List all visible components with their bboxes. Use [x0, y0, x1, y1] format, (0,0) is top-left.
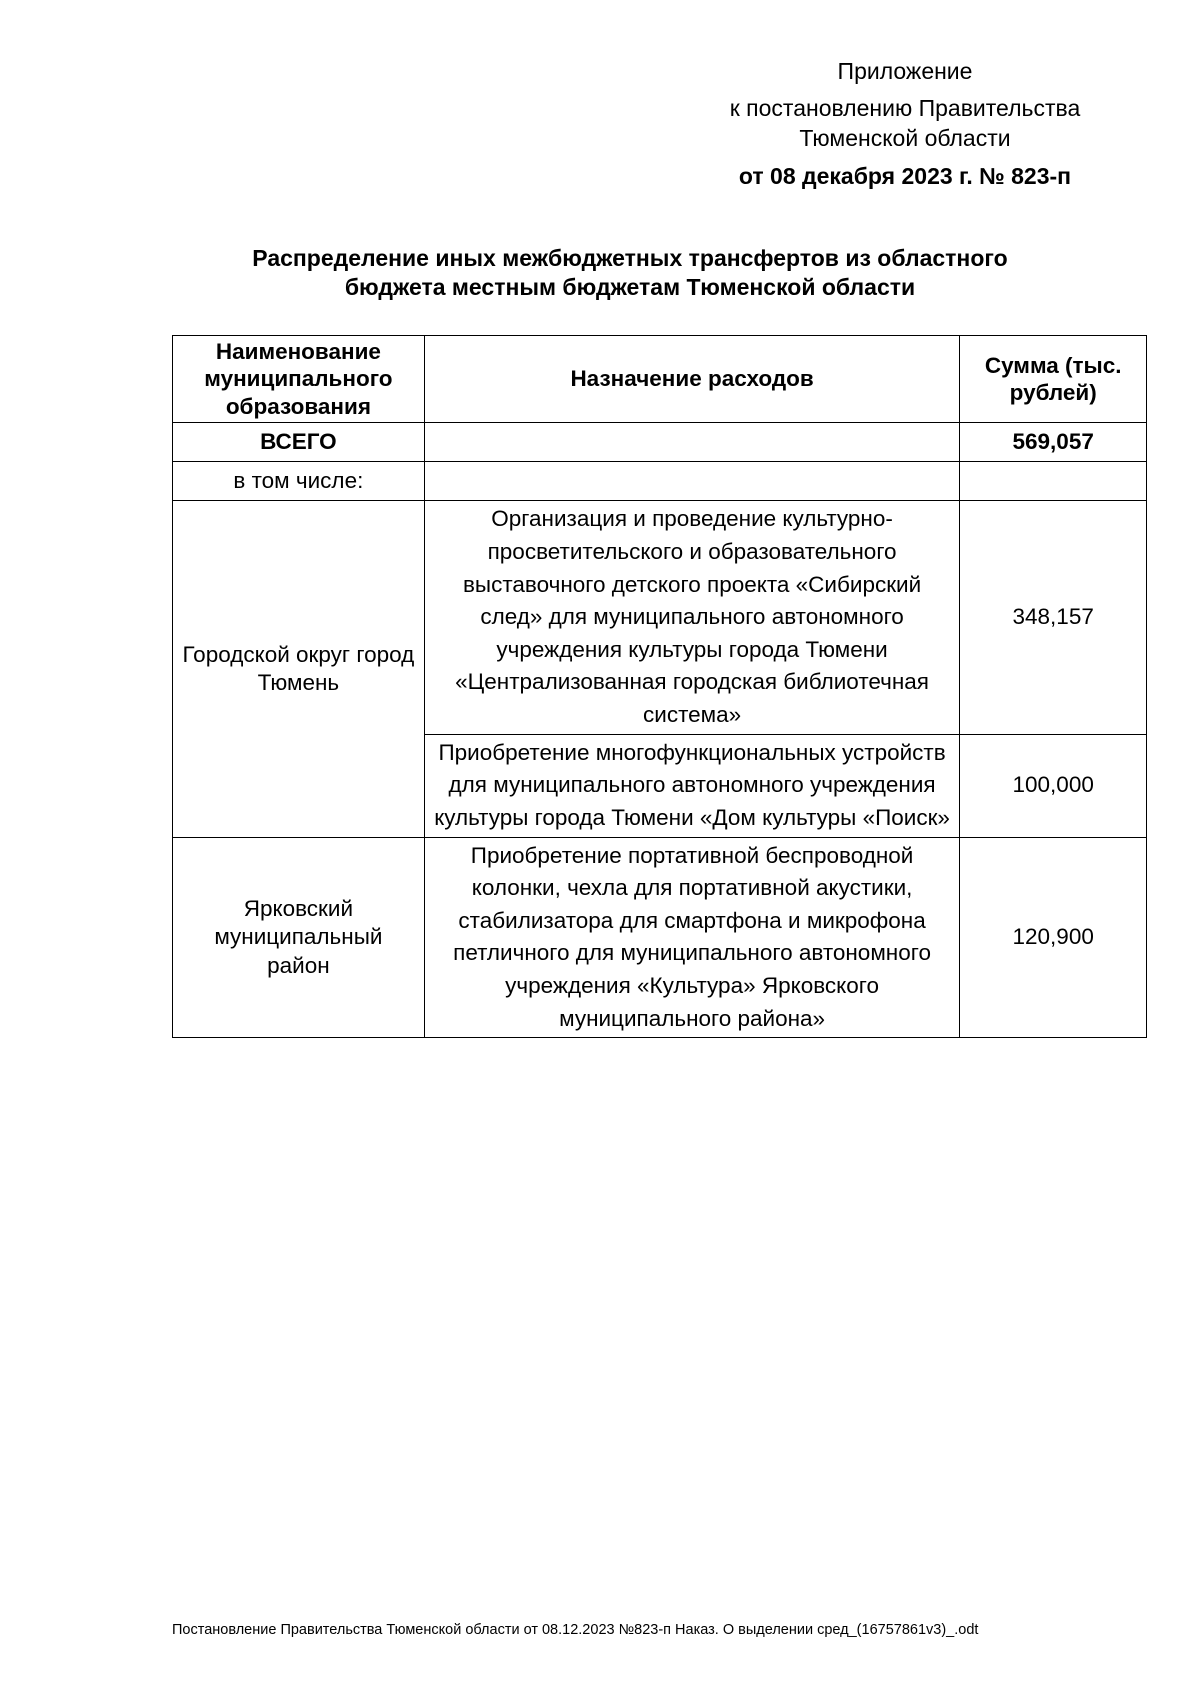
allocation-table: [172, 335, 1147, 1038]
header-purpose: Назначение расходов: [424, 336, 960, 423]
expense-amount: 120,900: [960, 837, 1147, 1038]
table-header-row: [173, 336, 1147, 423]
expense-purpose: Приобретение портативной беспроводной колонки, чехла для портативной акустики, стабилизатора для смартфона и микрофона петличного для муниципального автономного учреждения «Культура» Ярковского муниципального района»: [424, 837, 960, 1038]
header-municipality: Наименование муниципального образования: [173, 336, 425, 423]
title-line-2: бюджета местным бюджетам Тюменской области: [344, 273, 916, 300]
document-title: [200, 244, 1060, 302]
including-label: в том числе:: [173, 462, 425, 501]
decree-date-number: от 08 декабря 2023 г. № 823-п: [738, 162, 1072, 189]
region-name: Тюменской области: [799, 124, 1011, 151]
appendix-header: [690, 57, 1120, 192]
document-footer: Постановление Правительства Тюменской области от 08.12.2023 №823-п Наказ. О выделении сред_(16757861v3)_.odt: [172, 1622, 979, 1638]
expense-amount: 348,157: [960, 501, 1147, 734]
including-purpose-empty: [424, 462, 960, 501]
total-amount: 569,057: [960, 423, 1147, 462]
expense-purpose: Организация и проведение культурно-просветительского и образовательного выставочного детского проекта «Сибирский след» для муниципального автономного учреждения культуры города Тюмени «Централизованная городская библиотечная система»: [424, 501, 960, 734]
table-row-total: [173, 423, 1147, 462]
table-row: [173, 501, 1147, 734]
municipality-name: Городской округ город Тюмень: [173, 501, 425, 837]
appendix-label: Приложение: [837, 58, 973, 84]
total-purpose: [424, 423, 960, 462]
total-label: ВСЕГО: [173, 423, 425, 462]
expense-purpose: Приобретение многофункциональных устройств для муниципального автономного учреждения культуры города Тюмени «Дом культуры «Поиск»: [424, 734, 960, 837]
table-row: [173, 837, 1147, 1038]
header-amount: Сумма (тыс. рублей): [960, 336, 1147, 423]
expense-amount: 100,000: [960, 734, 1147, 837]
resolution-reference: к постановлению Правительства: [729, 94, 1081, 121]
including-amount-empty: [960, 462, 1147, 501]
municipality-name: Ярковский муниципальный район: [173, 837, 425, 1038]
title-line-1: Распределение иных межбюджетных трансфертов из областного: [252, 245, 1008, 271]
table-row-including: [173, 462, 1147, 501]
